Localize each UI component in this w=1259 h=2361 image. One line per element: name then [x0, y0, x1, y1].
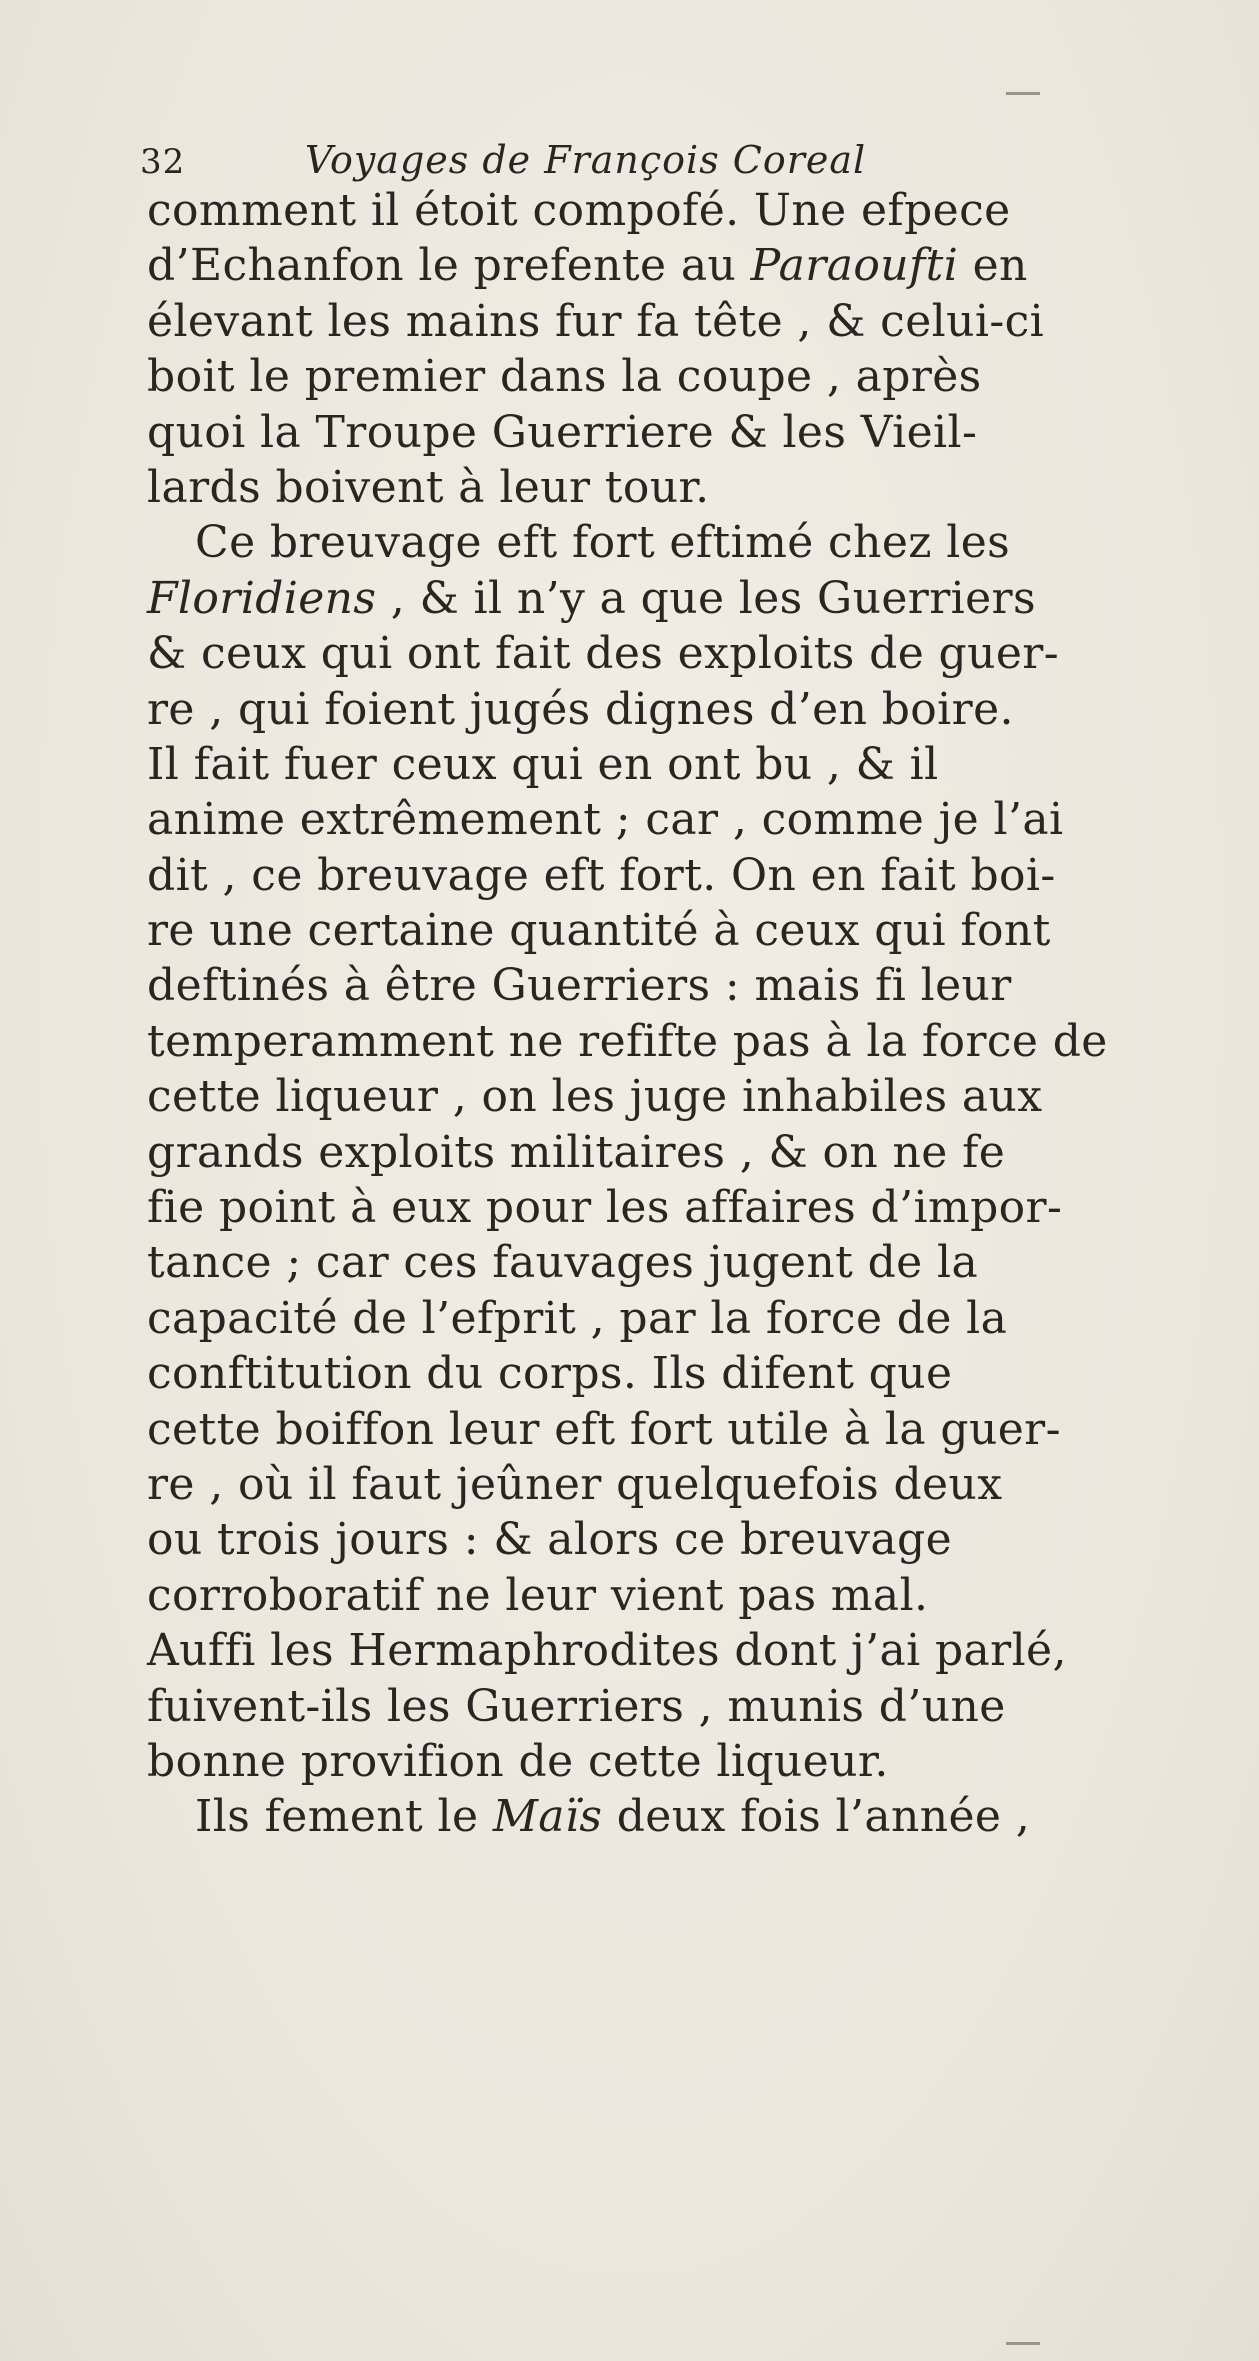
italic-term: Paraoufti	[750, 240, 959, 292]
text-line: tance ; car ces fauvages jugent de la	[147, 1237, 979, 1289]
text-line: fuivent-ils les Guerriers , munis d’une	[147, 1680, 1006, 1732]
text-line: & ceux qui ont fait des exploits de guer-	[147, 628, 1059, 680]
text-fragment: Ils fement le	[195, 1791, 493, 1843]
body-text	[147, 183, 1167, 1845]
text-line: grands exploits militaires , & on ne fe	[147, 1126, 1006, 1178]
text-line	[147, 238, 1167, 293]
text-line: Auffi les Hermaphrodites dont j’ai parlé,	[147, 1625, 1067, 1677]
text-fragment: en	[958, 240, 1028, 292]
text-line: corroboratif ne leur vient pas mal.	[147, 1569, 929, 1621]
text-line: anime extrêmement ; car , comme je l’ai	[147, 794, 1064, 846]
text-fragment: , & il n’y a que les Guerriers	[376, 572, 1036, 624]
italic-term: Floridiens	[147, 572, 377, 624]
text-fragment: d’Echanfon le prefente au	[147, 240, 751, 292]
italic-term: Maïs	[492, 1791, 603, 1843]
text-fragment: deux fois l’année ,	[602, 1791, 1031, 1843]
text-line: fie point à eux pour les affaires d’impor-	[147, 1182, 1063, 1234]
text-line: cette boiffon leur eft fort utile à la guer-	[147, 1403, 1061, 1455]
text-line: re , qui foient jugés dignes d’en boire.	[147, 683, 1014, 735]
text-line: capacité de l’efprit , par la force de la	[147, 1292, 1008, 1344]
text-line: dit , ce breuvage eft fort. On en fait boi-	[147, 849, 1056, 901]
text-line: Ce breuvage eft fort eftimé chez les	[195, 517, 1011, 569]
text-line: re une certaine quantité à ceux qui font	[147, 905, 1051, 957]
text-line: temperamment ne refifte pas à la force de	[147, 1015, 1108, 1067]
text-line: boit le premier dans la coupe , après	[147, 351, 982, 403]
page-edge-mark-top	[1006, 92, 1040, 95]
text-line: quoi la Troupe Guerriere & les Vieil-	[147, 406, 978, 458]
running-title: Voyages de François Coreal	[305, 138, 867, 182]
text-line: re , où il faut jeûner quelquefois deux	[147, 1458, 1003, 1510]
text-line: élevant les mains fur fa tête , & celui-ci	[147, 295, 1045, 347]
text-line	[147, 571, 1167, 626]
text-line: bonne provifion de cette liqueur.	[147, 1735, 889, 1787]
text-line: Il fait fuer ceux qui en ont bu , & il	[147, 738, 939, 790]
text-line: deftinés à être Guerriers : mais fi leur	[147, 960, 1012, 1012]
text-line: comment il étoit compofé. Une efpece	[147, 185, 1011, 236]
text-line	[147, 1789, 1167, 1844]
text-line: conftitution du corps. Ils difent que	[147, 1348, 953, 1400]
text-line: ou trois jours : & alors ce breuvage	[147, 1514, 953, 1566]
text-line: lards boivent à leur tour.	[147, 461, 710, 513]
page-edge-mark-bottom	[1006, 2342, 1040, 2345]
page-number: 32	[140, 142, 186, 182]
page-header	[140, 138, 1140, 188]
text-line: cette liqueur , on les juge inhabiles aux	[147, 1071, 1043, 1123]
